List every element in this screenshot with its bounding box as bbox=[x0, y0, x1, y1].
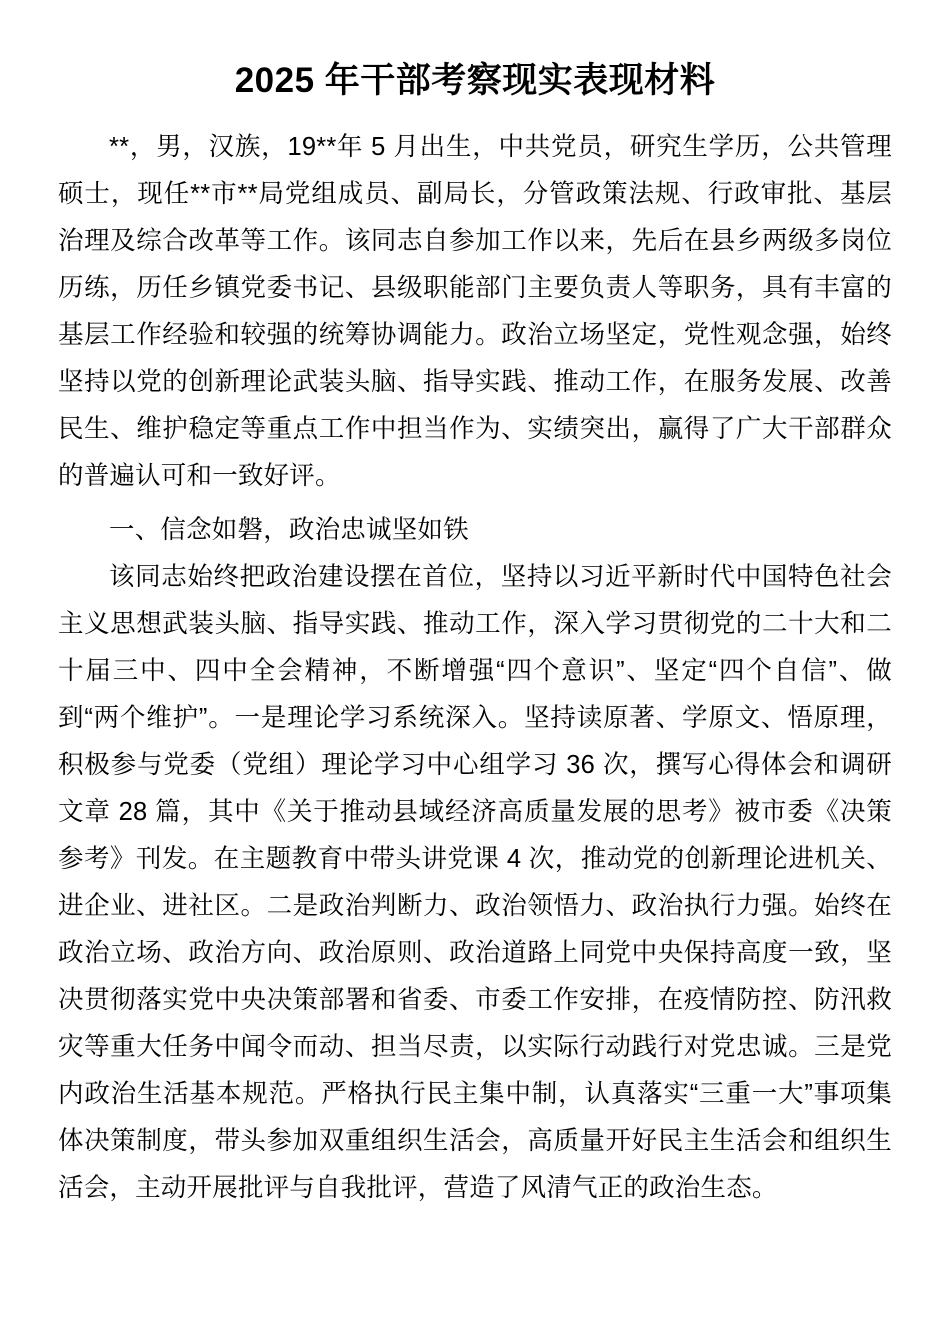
intro-paragraph: **，男，汉族，19**年 5 月出生，中共党员，研究生学历，公共管理硕士，现任**市**局党组成员、副局长，分管政策法规、行政审批、基层治理及综合改革等工作。该同志自参加工作以来，先后在县乡两级多岗位历练，历任乡镇党委书记、县级职能部门主要负责人等职务，具有丰富的基层工作经验和较强的统筹协调能力。政治立场坚定，党性观念强，始终坚持以党的创新理论武装头脑、指导实践、推动工作，在服务发展、改善民生、维护稳定等重点工作中担当作为、实绩突出，赢得了广大干部群众的普遍认可和一致好评。 bbox=[58, 133, 892, 490]
section-1-body-paragraph: 该同志始终把政治建设摆在首位，坚持以习近平新时代中国特色社会主义思想武装头脑、指导实践、推动工作，深入学习贯彻党的二十大和二十届三中、四中全会精神，不断增强“四个意识”、坚定“四个自信”、做到“两个维护”。一是理论学习系统深入。坚持读原著、学原文、悟原理，积极参与党委（党组）理论学习中心组学习 36 次，撰写心得体会和调研文章 28 篇，其中《关于推动县域经济高质量发展的思考》被市委《决策参考》刊发。在主题教育中带头讲党课 4 次，推动党的创新理论进机关、进企业、进社区。二是政治判断力、政治领悟力、政治执行力强。始终在政治立场、政治方向、政治原则、政治道路上同党中央保持高度一致，坚决贯彻落实党中央决策部署和省委、市委工作安排，在疫情防控、防汛救灾等重大任务中闻令而动、担当尽责，以实际行动践行对党忠诚。三是党内政治生活基本规范。严格执行民主集中制，认真落实“三重一大”事项集体决策制度，带头参加双重组织生活会，高质量开好民主生活会和组织生活会，主动开展批评与自我批评，营造了风清气正的政治生态。 bbox=[58, 563, 892, 1202]
section-heading-1: 一、信念如磐，政治忠诚坚如铁 bbox=[109, 516, 469, 544]
document-title: 2025 年干部考察现实表现材料 bbox=[234, 61, 716, 100]
document-body bbox=[58, 0, 892, 1212]
heading-spacer bbox=[58, 500, 892, 507]
